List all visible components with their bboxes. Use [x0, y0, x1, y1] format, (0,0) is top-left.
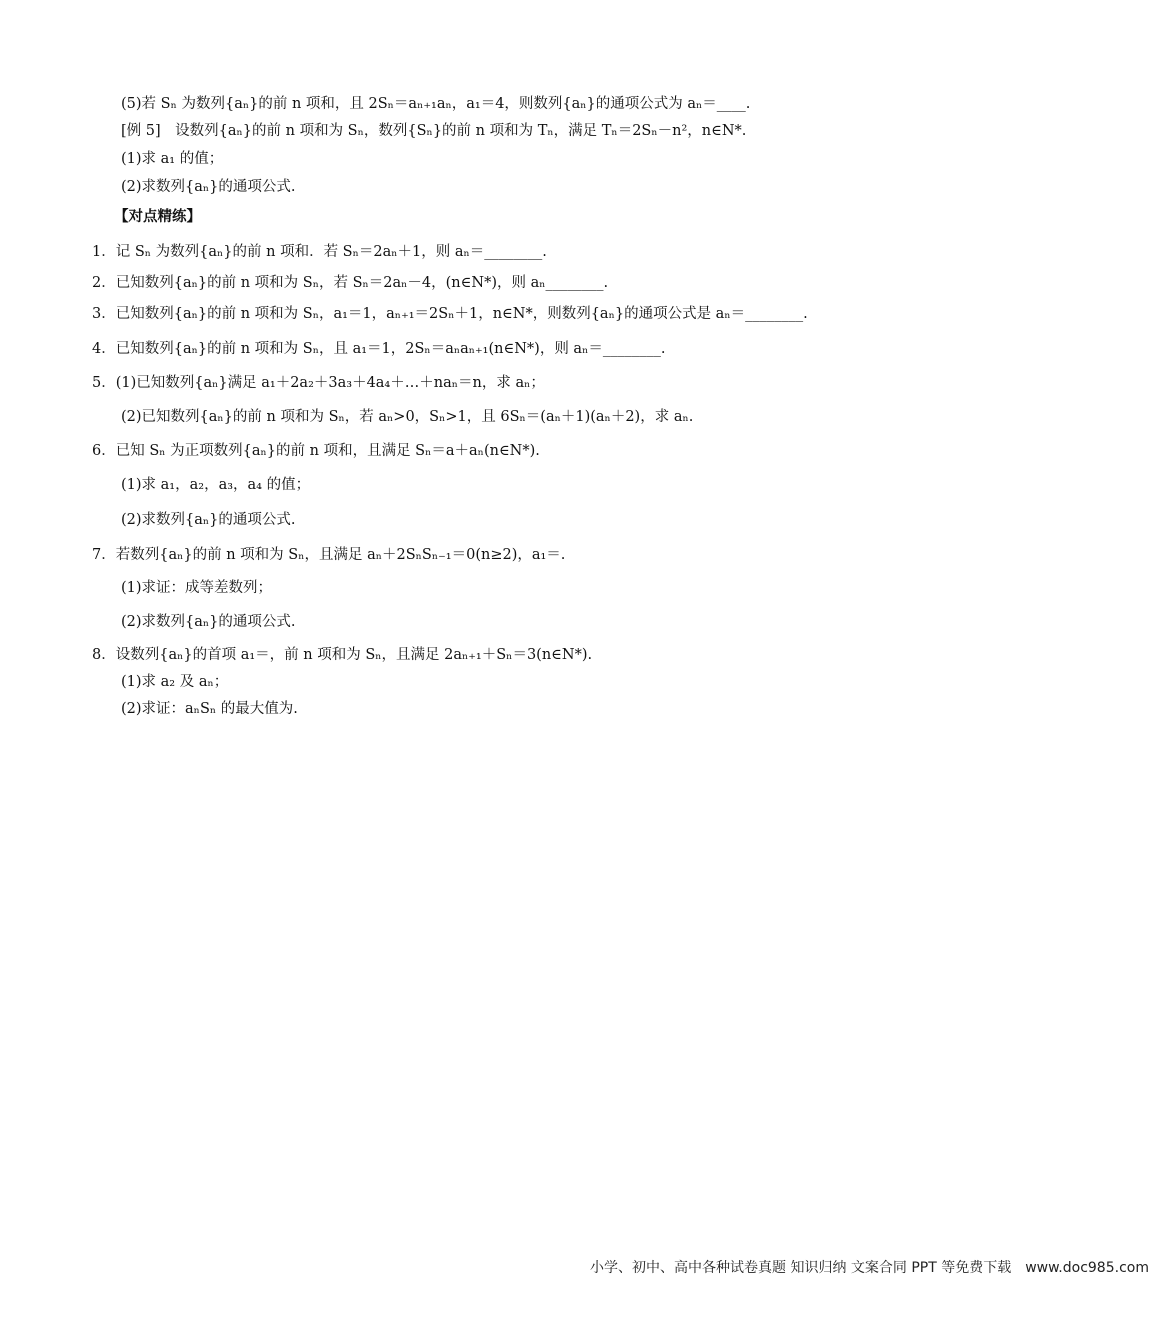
exercise-3: 3．已知数列{aₙ}的前 n 项和为 Sₙ，a₁＝1，aₙ₊₁＝2Sₙ＋1，n∈N*，则数列{aₙ}的通项公式是 aₙ＝________.: [92, 306, 808, 322]
section-heading: 【对点精练】: [114, 208, 201, 225]
exercise-4: 4．已知数列{aₙ}的前 n 项和为 Sₙ，且 a₁＝1，2Sₙ＝aₙaₙ₊₁(n∈N*)，则 aₙ＝________.: [92, 341, 666, 357]
exercise-8-part-2: (2)求证：aₙSₙ 的最大值为.: [121, 701, 298, 717]
example-5-part-1: (1)求 a₁ 的值；: [121, 151, 224, 167]
exercise-5-part-2: (2)已知数列{aₙ}的前 n 项和为 Sₙ，若 aₙ>0，Sₙ>1，且 6Sₙ＝(aₙ＋1)(aₙ＋2)，求 aₙ.: [121, 409, 694, 425]
exercise-7-part-2: (2)求数列{aₙ}的通项公式.: [121, 614, 296, 630]
exercise-2: 2．已知数列{aₙ}的前 n 项和为 Sₙ，若 Sₙ＝2aₙ－4，(n∈N*)，则 aₙ________.: [92, 275, 609, 291]
problem-5-5: (5)若 Sₙ 为数列{aₙ}的前 n 项和，且 2Sₙ＝aₙ₊₁aₙ，a₁＝4，则数列{aₙ}的通项公式为 aₙ＝____.: [121, 96, 751, 112]
exercise-6: 6．已知 Sₙ 为正项数列{aₙ}的前 n 项和，且满足 Sₙ＝a＋aₙ(n∈N*).: [92, 443, 540, 459]
exercise-8-part-1: (1)求 a₂ 及 aₙ；: [121, 674, 229, 690]
example-5-stem: [例 5] 设数列{aₙ}的前 n 项和为 Sₙ，数列{Sₙ}的前 n 项和为 Tₙ，满足 Tₙ＝2Sₙ－n²，n∈N*.: [121, 123, 747, 139]
exercise-6-part-1: (1)求 a₁，a₂，a₃，a₄ 的值；: [121, 477, 311, 493]
exercise-6-part-2: (2)求数列{aₙ}的通项公式.: [121, 512, 296, 528]
exercise-7: 7．若数列{aₙ}的前 n 项和为 Sₙ，且满足 aₙ＋2SₙSₙ₋₁＝0(n≥2)，a₁＝.: [92, 547, 566, 563]
exercise-1: 1．记 Sₙ 为数列{aₙ}的前 n 项和．若 Sₙ＝2aₙ＋1，则 aₙ＝________.: [92, 244, 547, 260]
footer-text: 小学、初中、高中各种试卷真题 知识归纳 文案合同 PPT 等免费下载 www.doc985.com: [590, 1260, 1149, 1276]
exercise-8: 8．设数列{aₙ}的首项 a₁＝，前 n 项和为 Sₙ，且满足 2aₙ₊₁＋Sₙ＝3(n∈N*).: [92, 647, 593, 663]
exercise-5-part-1: 5．(1)已知数列{aₙ}满足 a₁＋2a₂＋3a₃＋4a₄＋…＋naₙ＝n，求 aₙ；: [92, 375, 545, 391]
example-5-part-2: (2)求数列{aₙ}的通项公式.: [121, 179, 296, 195]
exercise-7-part-1: (1)求证：成等差数列；: [121, 580, 273, 596]
